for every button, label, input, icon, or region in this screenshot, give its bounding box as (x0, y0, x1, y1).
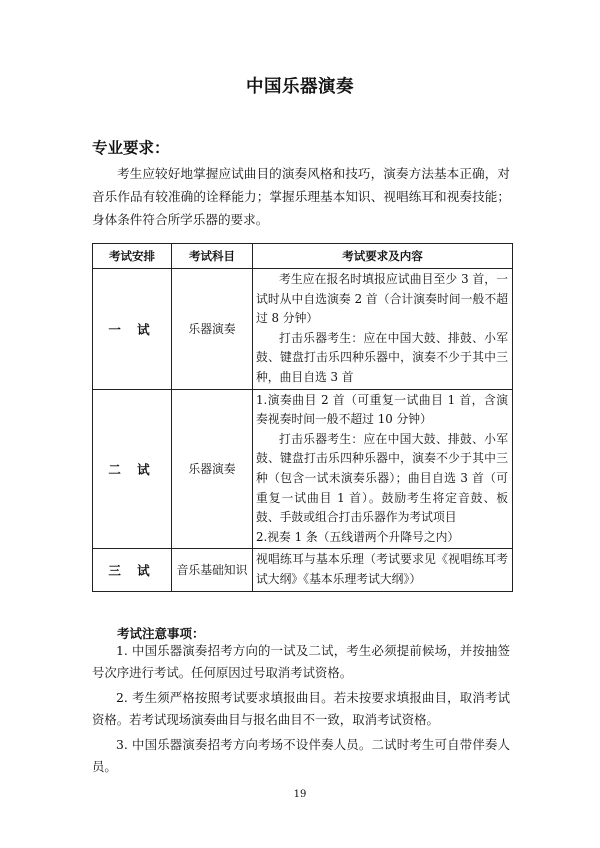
table-row (93, 389, 513, 549)
content-paragraph: 打击乐器考生：应在中国大鼓、排鼓、小军鼓、键盘打击乐四种乐器中，演奏不少于其中三种，曲目自选 3 首 (256, 330, 508, 384)
exam-round-cell: 一 试 (93, 269, 172, 390)
content-paragraph: 2.视奏 1 条（五线谱两个升降号之内） (256, 529, 460, 544)
exam-subject-cell: 音乐基础知识 (172, 549, 253, 591)
table-header-cell: 考试安排 (93, 244, 172, 269)
content-paragraph: 打击乐器考生：应在中国大鼓、排鼓、小军鼓、键盘打击乐四种乐器中，演奏不少于其中三种（包含一试未演奏乐器）；曲目自选 3 首（可重复一试曲目 1 首）。鼓励考生将定音鼓、板鼓、手鼓或组合打击乐器作为考试项目 (256, 431, 508, 525)
page-number: 19 (293, 789, 307, 800)
table-header-cell: 考试科目 (172, 244, 253, 269)
notes-list (92, 640, 510, 781)
table-row (93, 549, 513, 591)
exam-content-cell (253, 269, 513, 390)
page-title: 中国乐器演奏 (246, 77, 354, 97)
exam-round-cell: 三 试 (93, 549, 172, 591)
table-header-row (93, 244, 513, 269)
table-row (93, 269, 513, 390)
exam-requirements-table (92, 243, 513, 592)
exam-subject-cell: 乐器演奏 (172, 389, 253, 549)
content-paragraph: 考生应在报名时填报应试曲目至少 3 首，一试时从中自选演奏 2 首（合计演奏时间一般不超过 8 分钟） (256, 272, 508, 326)
notes-heading: 考试注意事项： (117, 626, 205, 641)
note-item: 2. 考生须严格按照考试要求填报曲目。若未按要求填报曲目，取消考试资格。若考试现场演奏曲目与报名曲目不一致，取消考试资格。 (92, 690, 510, 727)
section-heading-requirements: 专业要求： (92, 139, 170, 157)
exam-subject-cell: 乐器演奏 (172, 269, 253, 390)
note-item: 1. 中国乐器演奏招考方向的一试及二试，考生必须提前候场，并按抽签号次序进行考试。任何原因过号取消考试资格。 (92, 643, 510, 680)
content-paragraph: 1.演奏曲目 2 首（可重复一试曲目 1 首，含演奏视奏时间一般不超过 10 分钟） (256, 392, 508, 427)
requirements-paragraph: 考生应较好地掌握应试曲目的演奏风格和技巧，演奏方法基本正确，对音乐作品有较准确的诠释能力；掌握乐理基本知识、视唱练耳和视奏技能；身体条件符合所学乐器的要求。 (92, 166, 510, 227)
exam-content-cell (253, 549, 513, 591)
note-item: 3. 中国乐器演奏招考方向考场不设伴奏人员。二试时考生可自带伴奏人员。 (92, 737, 510, 774)
exam-content-cell (253, 389, 513, 549)
content-paragraph: 视唱练耳与基本乐理（考试要求见《视唱练耳考试大纲》《基本乐理考试大纲》） (256, 552, 508, 586)
exam-round-cell: 二 试 (93, 389, 172, 549)
table-header-cell: 考试要求及内容 (253, 244, 513, 269)
